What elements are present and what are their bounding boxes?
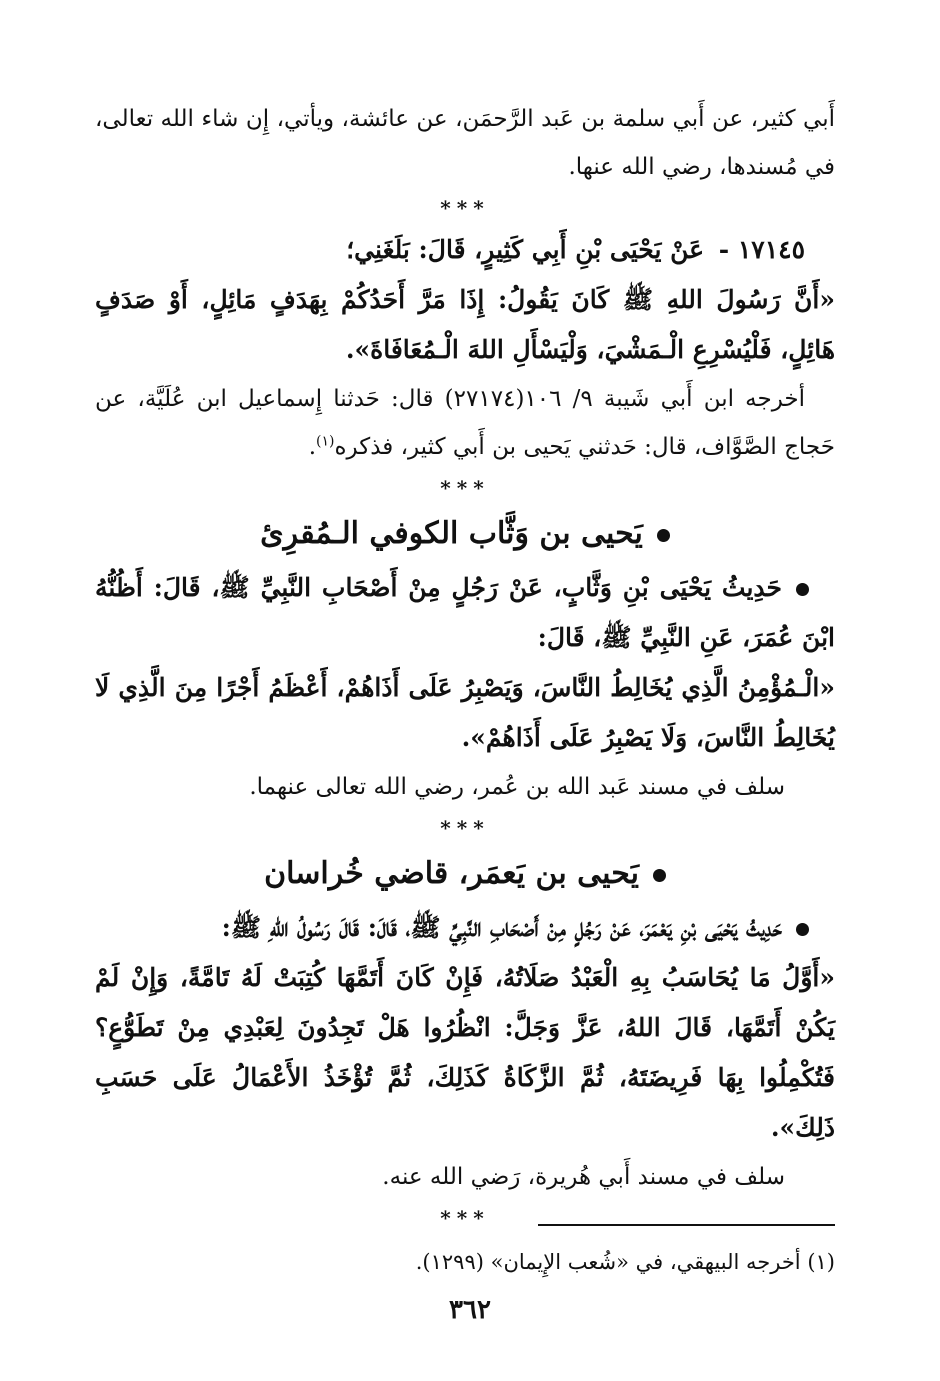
hadith-intro bbox=[95, 563, 835, 663]
narrator-section bbox=[95, 845, 835, 1201]
cross-reference-note: سلف في مسند عَبد الله بن عُمر، رضي الله تعالى عنهما. bbox=[249, 774, 785, 800]
bullet-icon bbox=[796, 923, 809, 936]
section-separator: *** bbox=[440, 476, 490, 500]
footnote-reference[interactable]: (١) bbox=[316, 433, 335, 450]
section-heading bbox=[95, 845, 835, 903]
narrator-section bbox=[95, 505, 835, 811]
section-separator: *** bbox=[440, 196, 490, 220]
hadith-isnad: عَنْ يَحْيَى بْنِ أَبِي كَثِيرٍ، قَالَ: بَلَغَنِي؛ bbox=[346, 235, 705, 264]
hadith-number: ١٧١٤٥ - bbox=[718, 235, 805, 264]
hadith-intro-text: حَدِيثُ يَحْيَى بْنِ يَعْمَرَ، عَنْ رَجُلٍ مِنْ أَصْحَابِ النَّبِيِّ ﷺ، قَالَ: قَالَ رَسُولُ اللهِ ﷺ: bbox=[221, 913, 782, 942]
footnote: (١) أخرجه البيهقي، في «شُعب الإِيمان» (١٢٩٩). bbox=[415, 1250, 835, 1274]
section-heading bbox=[95, 505, 835, 563]
bullet-icon bbox=[653, 869, 666, 882]
section-separator: *** bbox=[440, 816, 490, 840]
section-separator: *** bbox=[440, 1206, 490, 1230]
hadith-text: «أَنَّ رَسُولَ اللهِ ﷺ كَانَ يَقُولُ: إِذَا مَرَّ أَحَدُكُمْ بِهَدَفٍ مَائِلٍ، أَوْ صَدَفٍ هَائِلٍ، فَلْيُسْرِعِ الْـمَشْيَ، وَلْيَسْأَلِ اللهَ الْـمُعَافَاةَ». bbox=[95, 285, 835, 364]
section-heading-text: يَحيى بن يَعمَر، قاضي خُراسان bbox=[264, 856, 639, 891]
hadith-chain bbox=[95, 225, 835, 275]
page-number: ٣٦٢ bbox=[449, 1295, 491, 1325]
takhrij-text: أخرجه ابن أَبي شَيبة ٩/ ١٠٦(٢٧١٧٤) قال: حَدثنا إِسماعيل ابن عُلَيَّة، عن حَجاج الصَّوَّاف، قال: حَدثني يَحيى بن أَبي كثير، فذكره bbox=[95, 386, 835, 460]
hadith-intro bbox=[95, 903, 835, 953]
footnote-divider bbox=[538, 1224, 835, 1226]
section-heading-text: يَحيى بن وَثَّاب الكوفي الـمُقرِئ bbox=[260, 516, 643, 551]
bullet-icon bbox=[657, 529, 670, 542]
hadith-intro-text: حَدِيثُ يَحْيَى بْنِ وَثَّابٍ، عَنْ رَجُلٍ مِنْ أَصْحَابِ النَّبِيِّ ﷺ، قَالَ: أَظُنُّهُ ابْنَ عُمَرَ، عَنِ النَّبِيِّ ﷺ، قَالَ: bbox=[95, 573, 835, 652]
hadith-entry bbox=[95, 225, 835, 471]
page-body bbox=[95, 95, 835, 1235]
takhrij-paragraph: أخرجه ابن أَبي شَيبة ٩/ ١٠٦(٢٧١٧٤) قال: حَدثنا إِسماعيل ابن عُلَيَّة، عن حَجاج الصَّوَّاف، قال: حَدثني يَحيى بن أَبي كثير، فذكره$^{(١)}$. bbox=[95, 386, 835, 460]
hadith-text: «الْـمُؤْمِنُ الَّذِي يُخَالِطُ النَّاسَ، وَيَصْبِرُ عَلَى أَذَاهُمْ، أَعْظَمُ أَجْرًا مِنَ الَّذِي لَا يُخَالِطُ النَّاسَ، وَلَا يَصْبِرُ عَلَى أَذَاهُمْ». bbox=[95, 673, 835, 752]
hadith-text: «أَوَّلُ مَا يُحَاسَبُ بِهِ الْعَبْدُ صَلَاتُهُ، فَإِنْ كَانَ أَتَمَّهَا كُتِبَتْ لَهُ تَامَّةً، وَإِنْ لَمْ يَكُنْ أَتَمَّهَا، قَالَ اللهُ، عَزَّ وَجَلَّ: انْظُرُوا هَلْ تَجِدُونَ لِعَبْدِي مِنْ تَطَوُّعٍ؟ فَتُكْمِلُوا بِهَا فَرِيضَتَهُ، ثُمَّ الزَّكَاةُ كَذَلِكَ، ثُمَّ تُؤْخَذُ الأَعْمَالُ عَلَى حَسَبِ ذَلِكَ». bbox=[95, 963, 835, 1142]
intro-paragraph: أَبي كثير، عن أَبي سلمة بن عَبد الرَّحمَن، عن عائشة، ويأتي، إِن شاء الله تعالى، في مُسندها، رضي الله عنها. bbox=[95, 106, 835, 180]
cross-reference-note: سلف في مسند أَبي هُريرة، رَضي الله عنه. bbox=[382, 1164, 785, 1190]
bullet-icon bbox=[796, 583, 809, 596]
